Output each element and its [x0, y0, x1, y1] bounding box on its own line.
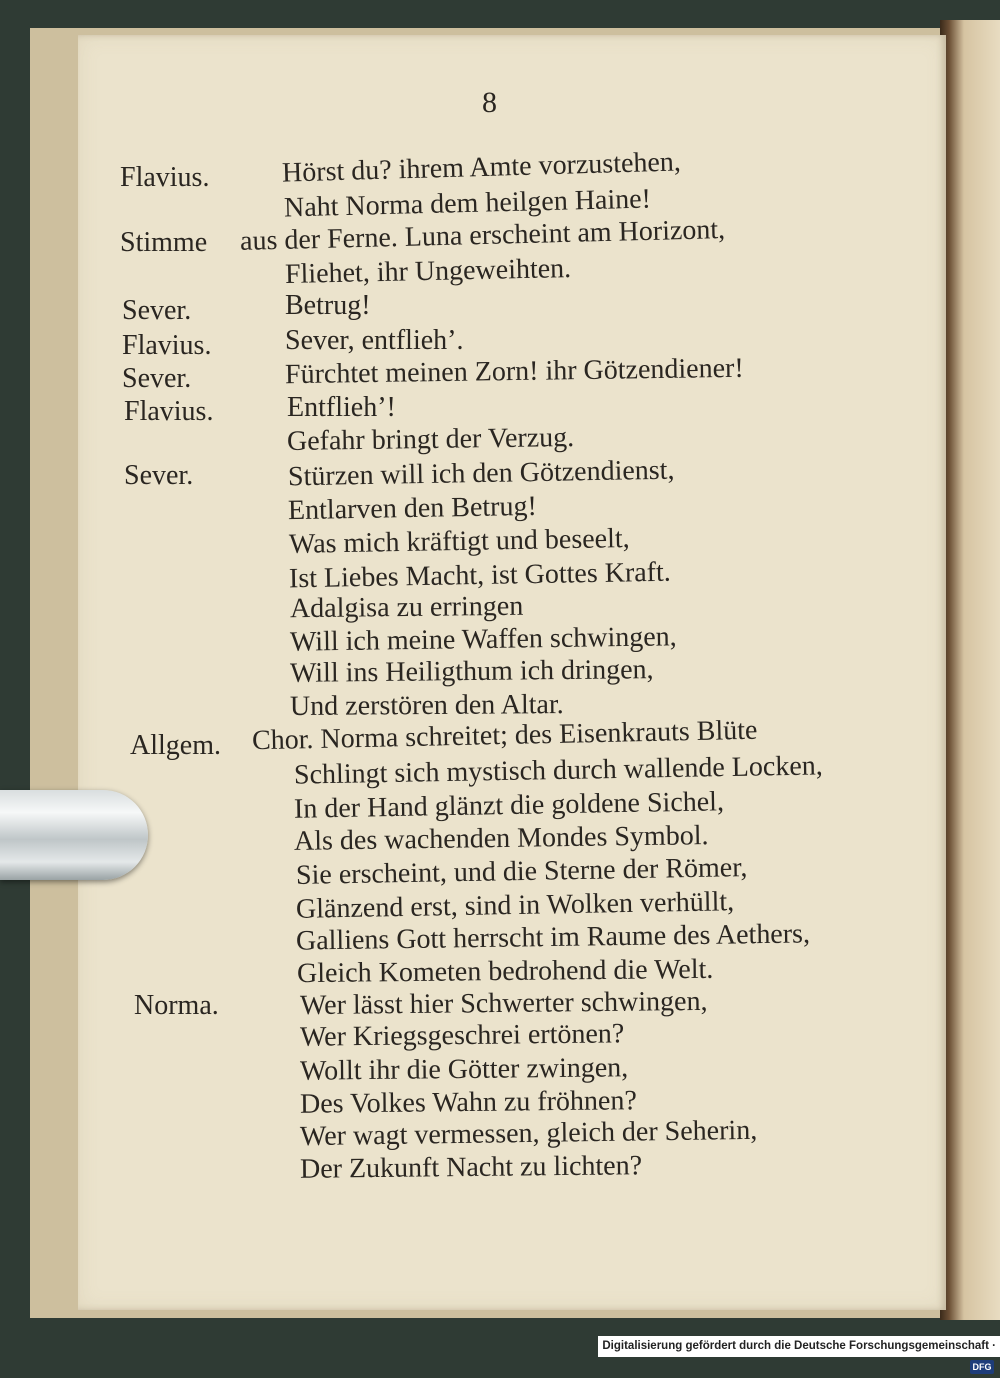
verse-line: Sie erscheint, und die Sterne der Römer, — [295, 852, 748, 891]
verse-line: Fliehet, ihr Ungeweihten. — [284, 253, 572, 290]
verse-line: Der Zukunft Nacht zu lichten? — [299, 1150, 643, 1185]
verse-line: Ist Liebes Macht, ist Gottes Kraft. — [288, 556, 672, 595]
verse-line: aus der Ferne. Luna erscheint am Horizont, — [239, 214, 726, 257]
verse-line: Naht Norma dem heilgen Haine! — [283, 183, 652, 224]
speaker-label: Sever. — [122, 363, 192, 394]
verse-line: Wollt ihr die Götter zwingen, — [299, 1052, 629, 1087]
verse-line: Entflieh’! — [287, 392, 396, 423]
verse-line: Gleich Kometen bedrohend die Welt. — [296, 953, 714, 990]
verse-line: Will ich meine Waffen schwingen, — [289, 621, 677, 658]
verse-line: Als des wachenden Mondes Symbol. — [293, 820, 709, 857]
verse-line: Gefahr bringt der Verzug. — [286, 421, 575, 458]
verse-line: Galliens Gott herrscht im Raume des Aethers, — [295, 918, 811, 957]
speaker-label: Flavius. — [122, 330, 212, 361]
verse-line: Wer wagt vermessen, gleich der Seherin, — [299, 1114, 758, 1153]
verse-line: Chor. Norma schreitet; des Eisenkrauts Blüte — [251, 714, 758, 757]
digitization-footer — [598, 1336, 1000, 1372]
page-number: 8 — [482, 86, 497, 119]
verse-line: Des Volkes Wahn zu fröhnen? — [299, 1085, 637, 1120]
dfg-logo: DFG — [970, 1360, 994, 1374]
verse-line: Schlingt sich mystisch durch wallende Locken, — [293, 750, 824, 791]
speaker-label: Allgem. — [130, 730, 221, 761]
verse-line: Hörst du? ihrem Amte vorzustehen, — [281, 146, 682, 189]
verse-line: Entlarven den Betrug! — [287, 490, 538, 527]
speaker-label: Norma. — [134, 990, 219, 1021]
speaker-label: Sever. — [122, 295, 192, 326]
verse-line: Und zerstören den Altar. — [289, 689, 564, 722]
footer-text: Digitalisierung gefördert durch die Deutsche Forschungsgemeinschaft · — [602, 1340, 996, 1352]
verse-line: Betrug! — [285, 290, 371, 321]
verse-line: Will ins Heiligthum ich dringen, — [289, 654, 654, 689]
verse-line: Fürchtet meinen Zorn! ihr Götzendiener! — [284, 352, 744, 391]
verse-line: Sever, entflieh’. — [285, 325, 464, 356]
speaker-label: Flavius. — [120, 162, 210, 193]
verse-line: Glänzend erst, sind in Wolken verhüllt, — [295, 886, 735, 925]
verse-line: Was mich kräftigt und beseelt, — [288, 523, 630, 560]
verse-line: Stürzen will ich den Götzendienst, — [287, 454, 675, 493]
speaker-label: Flavius. — [124, 396, 214, 427]
verse-line: Adalgisa zu erringen — [289, 590, 524, 625]
verse-line: Wer Kriegsgeschrei ertönen? — [299, 1018, 625, 1053]
verse-line: Wer lässt hier Schwerter schwingen, — [299, 985, 708, 1022]
speaker-label: Stimme — [120, 227, 208, 258]
verse-line: In der Hand glänzt die goldene Sichel, — [293, 786, 725, 825]
speaker-label: Sever. — [124, 460, 194, 491]
page-clip — [0, 790, 148, 880]
